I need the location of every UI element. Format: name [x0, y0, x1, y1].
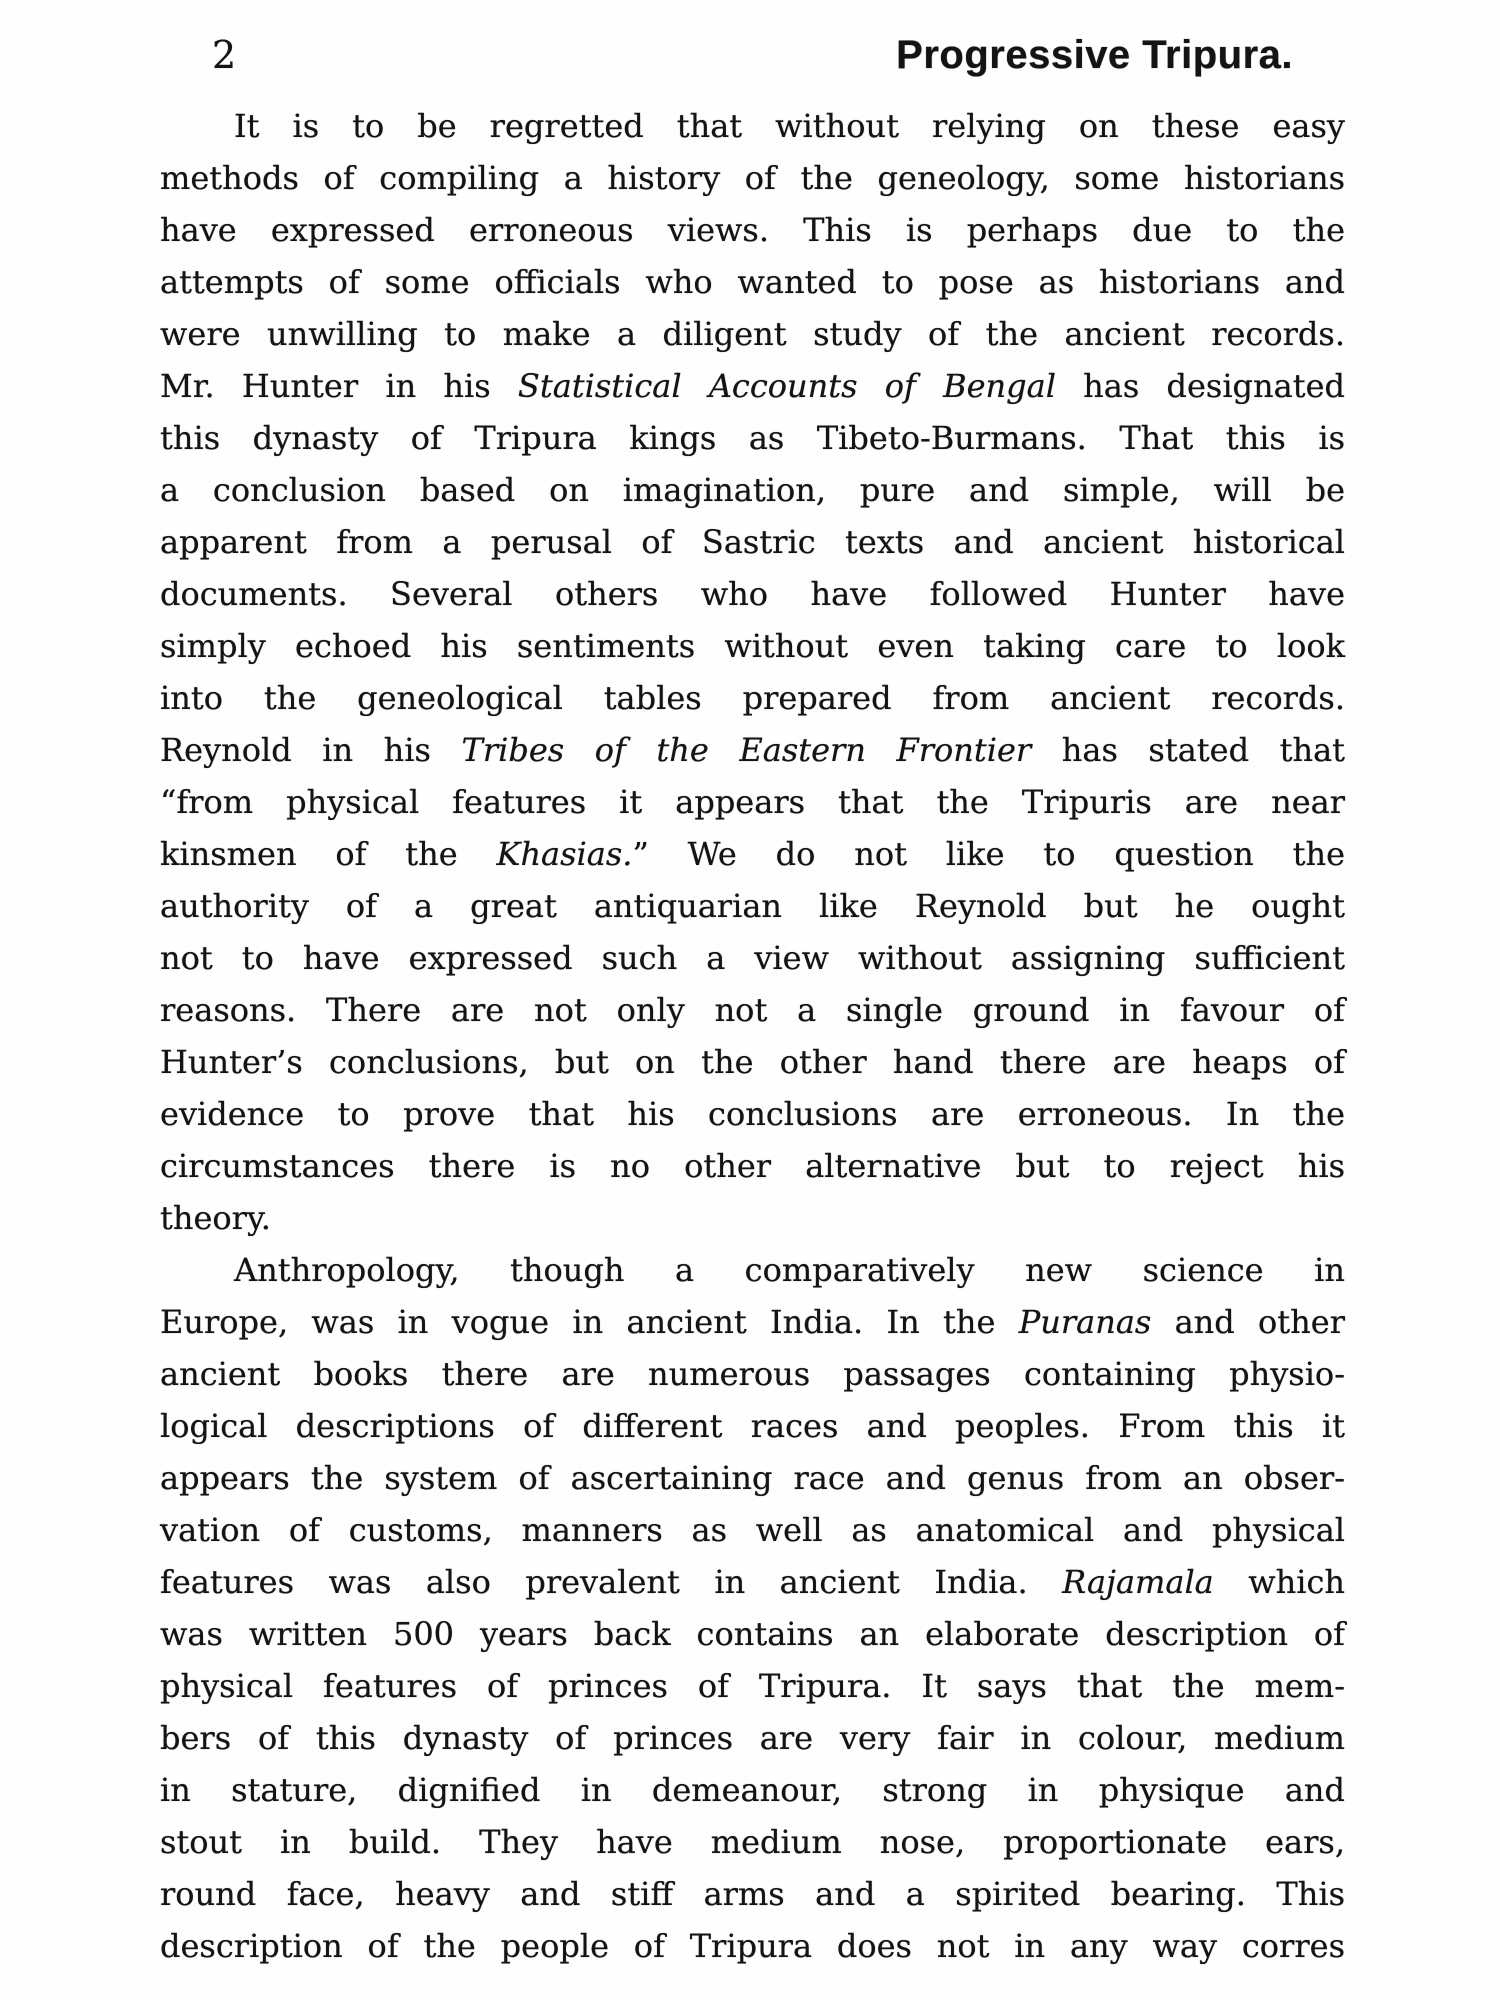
- text-line: [160, 1868, 1345, 1920]
- italic-text: Rajamala: [1062, 1563, 1214, 1601]
- text-line: [160, 1244, 1345, 1296]
- text-segment: Mr. Hunter in his: [160, 367, 518, 405]
- text-segment: physical features of princes of Tripura. It says that the mem-: [160, 1667, 1345, 1705]
- text-line: [160, 1712, 1345, 1764]
- paragraph-2: [160, 1244, 1345, 1972]
- text-segment: evidence to prove that his conclusions are erroneous. In the: [160, 1095, 1345, 1133]
- text-segment: theory.: [160, 1199, 271, 1237]
- text-block: [160, 100, 1345, 1972]
- text-line: [160, 360, 1345, 412]
- text-line: [160, 880, 1345, 932]
- italic-text: Khasias.: [496, 835, 633, 873]
- text-segment: features was also prevalent in ancient India.: [160, 1563, 1063, 1601]
- italic-text: Puranas: [1018, 1303, 1152, 1341]
- text-segment: It is to be regretted that without relying on these easy: [234, 107, 1345, 145]
- text-line: [160, 1608, 1345, 1660]
- text-line: [160, 620, 1345, 672]
- text-line: [160, 412, 1345, 464]
- text-segment: and other: [1151, 1303, 1346, 1341]
- text-line: [160, 1764, 1345, 1816]
- text-line: [160, 1296, 1345, 1348]
- text-segment: was written 500 years back contains an elaborate description of: [160, 1615, 1345, 1653]
- text-segment: were unwilling to make a diligent study of the ancient records.: [160, 315, 1345, 353]
- italic-text: Tribes of the Eastern Frontier: [461, 731, 1032, 769]
- text-segment: circumstances there is no other alternative but to reject his: [160, 1147, 1345, 1185]
- text-line: [160, 776, 1345, 828]
- text-line: [160, 1816, 1345, 1868]
- page-number: 2: [212, 33, 237, 77]
- text-line: [160, 984, 1345, 1036]
- text-segment: in stature, dignified in demeanour, strong in physique and: [160, 1771, 1345, 1809]
- text-segment: ancient books there are numerous passages containing physio-: [160, 1355, 1345, 1393]
- text-line: [160, 1192, 1345, 1244]
- text-segment: appears the system of ascertaining race and genus from an obser-: [160, 1459, 1345, 1497]
- text-line: [160, 932, 1345, 984]
- text-line: [160, 464, 1345, 516]
- text-line: [160, 1088, 1345, 1140]
- text-line: [160, 204, 1345, 256]
- italic-text: Statistical Accounts of Bengal: [517, 367, 1056, 405]
- text-segment: description of the people of Tripura does not in any way corres: [160, 1927, 1345, 1965]
- text-segment: a conclusion based on imagination, pure and simple, will be: [160, 471, 1345, 509]
- text-line: [160, 828, 1345, 880]
- text-segment: into the geneological tables prepared from ancient records.: [160, 679, 1345, 717]
- text-segment: this dynasty of Tripura kings as Tibeto-Burmans. That this is: [160, 419, 1345, 457]
- text-line: [160, 1452, 1345, 1504]
- text-segment: round face, heavy and stiff arms and a spirited bearing. This: [160, 1875, 1345, 1913]
- text-line: [160, 1660, 1345, 1712]
- text-segment: authority of a great antiquarian like Reynold but he ought: [160, 887, 1345, 925]
- text-line: [160, 568, 1345, 620]
- text-line: [160, 1140, 1345, 1192]
- text-segment: not to have expressed such a view without assigning sufficient: [160, 939, 1345, 977]
- text-segment: documents. Several others who have followed Hunter have: [160, 575, 1345, 613]
- text-line: [160, 1348, 1345, 1400]
- text-line: [160, 308, 1345, 360]
- text-segment: apparent from a perusal of Sastric texts and ancient historical: [160, 523, 1345, 561]
- text-line: [160, 724, 1345, 776]
- text-line: [160, 152, 1345, 204]
- text-segment: attempts of some officials who wanted to pose as historians and: [160, 263, 1345, 301]
- text-line: [160, 516, 1345, 568]
- text-line: [160, 1920, 1345, 1972]
- text-line: [160, 1036, 1345, 1088]
- text-line: [160, 100, 1345, 152]
- text-line: [160, 256, 1345, 308]
- paragraph-1: [160, 100, 1345, 1244]
- text-segment: have expressed erroneous views. This is perhaps due to the: [160, 211, 1345, 249]
- running-header: [160, 30, 1345, 90]
- text-segment: Anthropology, though a comparatively new science in: [234, 1251, 1345, 1289]
- text-segment: bers of this dynasty of princes are very fair in colour, medium: [160, 1719, 1345, 1757]
- text-segment: Hunter’s conclusions, but on the other hand there are heaps of: [160, 1043, 1345, 1081]
- text-segment: simply echoed his sentiments without even taking care to look: [160, 627, 1345, 665]
- text-segment: Reynold in his: [160, 731, 462, 769]
- text-segment: which: [1213, 1563, 1346, 1601]
- text-segment: has designated: [1055, 367, 1346, 405]
- text-segment: stout in build. They have medium nose, proportionate ears,: [160, 1823, 1345, 1861]
- text-segment: kinsmen of the: [160, 835, 497, 873]
- text-segment: vation of customs, manners as well as anatomical and physical: [160, 1511, 1345, 1549]
- text-line: [160, 1400, 1345, 1452]
- text-segment: ” We do not like to question the: [632, 835, 1346, 873]
- running-title: Progressive Tripura.: [896, 33, 1293, 77]
- text-line: [160, 1556, 1345, 1608]
- text-segment: methods of compiling a history of the geneology, some historians: [160, 159, 1345, 197]
- text-segment: has stated that: [1031, 731, 1346, 769]
- text-segment: reasons. There are not only not a single ground in favour of: [160, 991, 1345, 1029]
- text-line: [160, 1504, 1345, 1556]
- text-segment: logical descriptions of different races and peoples. From this it: [160, 1407, 1345, 1445]
- text-line: [160, 672, 1345, 724]
- text-segment: “from physical features it appears that the Tripuris are near: [160, 783, 1345, 821]
- text-segment: Europe, was in vogue in ancient India. In the: [160, 1303, 1019, 1341]
